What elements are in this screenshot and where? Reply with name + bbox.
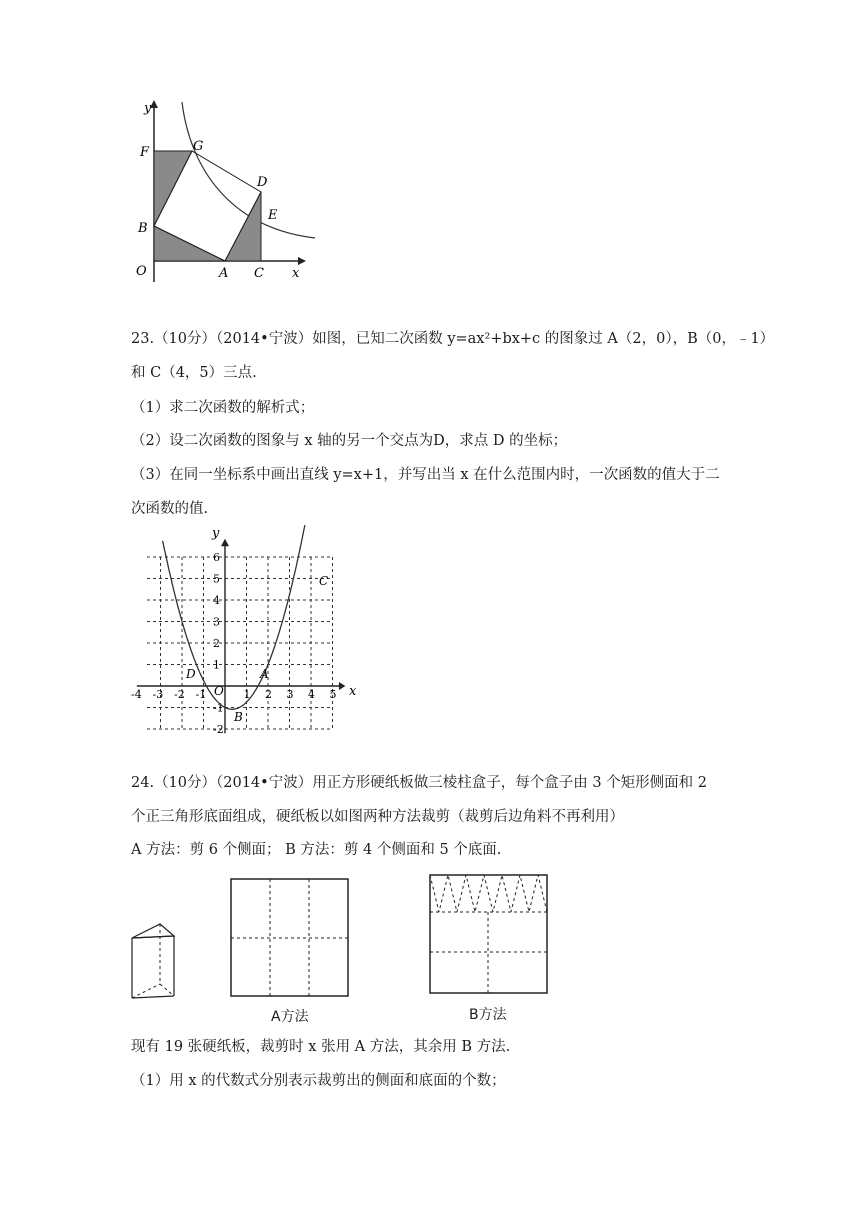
q23-part3b: 次函数的值. <box>131 501 209 517</box>
x-tick-label: -1 <box>195 688 207 701</box>
q23-graph <box>130 525 365 735</box>
point-label-c: C <box>319 574 329 588</box>
q24-line3: A 方法：剪 6 个侧面； B 方法：剪 4 个侧面和 5 个底面. <box>131 842 502 858</box>
x-tick-label: 5 <box>329 688 337 701</box>
x-tick-label: 3 <box>286 688 294 701</box>
label-f: F <box>140 145 150 160</box>
y-axis-arrow <box>221 539 229 547</box>
x-tick-label: 4 <box>308 688 315 701</box>
axis-label-x: x <box>349 684 357 699</box>
parabola-curve <box>163 525 316 709</box>
axis-label-y: y <box>212 526 220 541</box>
label-g: G <box>193 139 204 154</box>
label-c: C <box>254 266 264 281</box>
point-label-d: D <box>186 667 196 681</box>
x-tick-label: -3 <box>152 688 164 701</box>
y-tick-label: 6 <box>213 551 220 564</box>
point-label-a: A <box>260 667 269 681</box>
q23-part2: （2）设二次函数的图象与 x 轴的另一个交点为D，求点 D 的坐标； <box>131 433 568 449</box>
y-tick-label: 5 <box>213 572 220 586</box>
label-y: y <box>144 101 152 116</box>
y-tick-label: 1 <box>213 658 220 672</box>
y-tick-label: 2 <box>213 637 220 650</box>
q24-line1: 24.（10分）（2014•宁波）用正方形硬纸板做三棱柱盒子，每个盒子由 3 个矩形侧面和 2 <box>131 775 707 791</box>
point-label-b: B <box>234 710 243 724</box>
label-a: A <box>219 266 229 281</box>
grid-lines <box>147 557 333 729</box>
q23-line2: 和 C（4，5）三点. <box>131 365 257 381</box>
q24-line4: 现有 19 张硬纸板，裁剪时 x 张用 A 方法，其余用 B 方法. <box>131 1039 511 1055</box>
x-axis-arrow <box>339 682 345 690</box>
method-b-caption: B方法 <box>469 1007 507 1023</box>
x-tick-label: 2 <box>265 688 272 701</box>
x-tick-label: -4 <box>131 688 142 701</box>
y-tick-label: 4 <box>213 594 220 607</box>
x-axis-arrow <box>298 257 306 265</box>
y-tick-label: -2 <box>213 723 224 735</box>
method-b-board <box>429 874 549 996</box>
q22-figure <box>130 98 320 288</box>
label-d: D <box>257 175 268 190</box>
label-o: O <box>136 264 147 279</box>
q24-line2: 个正三角形底面组成，硬纸板以如图两种方法裁剪（裁剪后边角料不再利用） <box>131 809 624 825</box>
origin-label: O <box>214 684 224 698</box>
method-a-caption: A方法 <box>271 1009 309 1025</box>
q23-part1: （1）求二次函数的解析式； <box>131 400 315 416</box>
label-e: E <box>268 208 278 223</box>
label-x: x <box>292 266 300 281</box>
q24-part1: （1）用 x 的代数式分别表示裁剪出的侧面和底面的个数； <box>131 1073 506 1089</box>
q23-line1: 23.（10分）（2014•宁波）如图，已知二次函数 y=ax²+bx+c 的图象过 A（2，0），B（0，﹣1） <box>131 331 775 347</box>
y-tick-label: 3 <box>213 615 220 629</box>
prism-figure <box>130 920 182 1002</box>
y-tick-label: -1 <box>213 701 224 715</box>
label-b: B <box>138 221 148 236</box>
q23-part3a: （3）在同一坐标系中画出直线 y=x+1，并写出当 x 在什么范围内时，一次函数的值大于二 <box>131 467 720 483</box>
x-tick-label: 1 <box>243 688 251 701</box>
x-tick-label: -2 <box>174 688 185 701</box>
method-a-board <box>230 878 350 998</box>
